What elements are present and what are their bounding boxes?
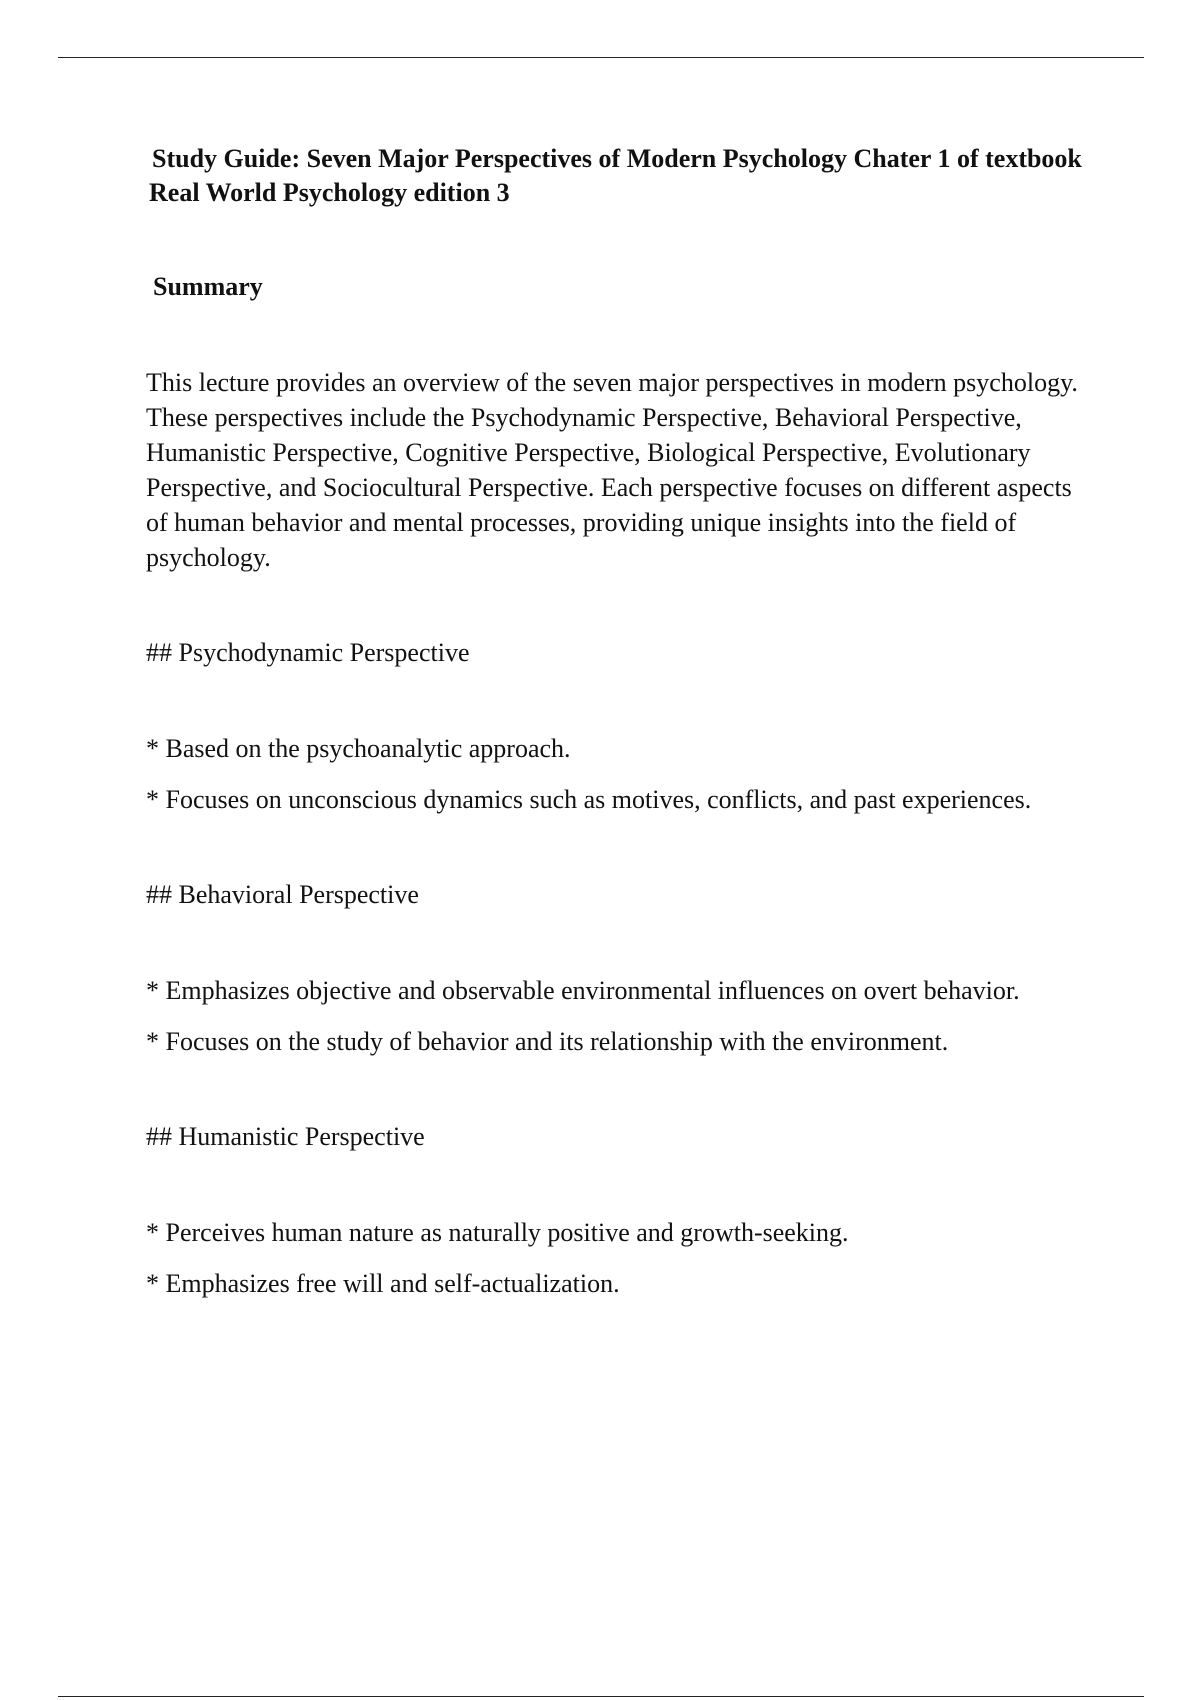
- bullet-list-psychodynamic: [146, 731, 1096, 817]
- section-heading-humanistic: ## Humanistic Perspective: [146, 1122, 425, 1151]
- top-divider: [58, 57, 1144, 58]
- summary-heading: Summary: [153, 272, 263, 301]
- summary-paragraph: This lecture provides an overview of the seven major perspectives in modern psychology. These perspectives include the Psychodynamic Perspective, Behavioral Perspective, Humanistic Perspective, Cognitive Perspective, Biological Perspective, Evolutionary Perspective, and Sociocultural Perspective. Each perspective focuses on different aspects of human behavior and mental processes, providing unique insights into the field of psychology.: [146, 368, 1078, 572]
- list-item: * Based on the psychoanalytic approach.: [146, 734, 571, 763]
- list-item: * Focuses on unconscious dynamics such as motives, conflicts, and past experiences.: [146, 785, 1032, 814]
- bullet-list-humanistic: [146, 1215, 1096, 1301]
- list-item: * Focuses on the study of behavior and its relationship with the environment.: [146, 1027, 949, 1056]
- document-body: [146, 142, 1096, 1301]
- bottom-divider: [58, 1696, 1144, 1697]
- bullet-list-behavioral: [146, 973, 1096, 1059]
- section-heading-psychodynamic: ## Psychodynamic Perspective: [146, 638, 470, 667]
- section-heading-behavioral: ## Behavioral Perspective: [146, 880, 419, 909]
- document-title: Study Guide: Seven Major Perspectives of Modern Psychology Chater 1 of textbook Real World Psychology edition 3: [149, 144, 1082, 207]
- list-item: * Emphasizes objective and observable environmental influences on overt behavior.: [146, 976, 1020, 1005]
- list-item: * Emphasizes free will and self-actualization.: [146, 1269, 620, 1298]
- list-item: * Perceives human nature as naturally positive and growth-seeking.: [146, 1218, 849, 1247]
